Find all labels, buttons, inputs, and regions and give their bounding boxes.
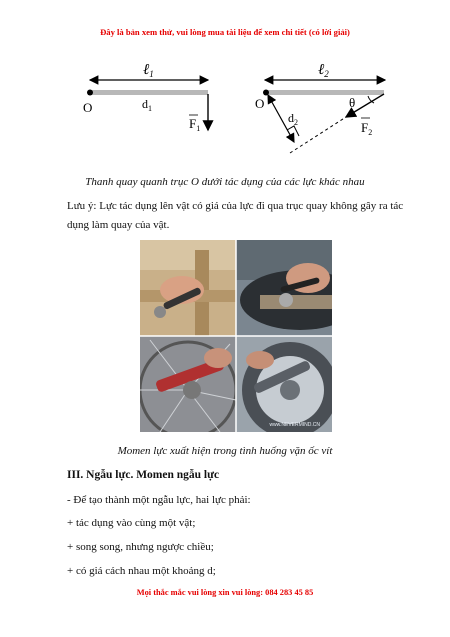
torque-diagram — [0, 50, 450, 170]
pivot-dot-left — [87, 90, 93, 96]
angle-label: θ — [349, 95, 356, 110]
note-paragraph: Lưu ý: Lực tác dụng lên vật có giá của lực đi qua trục quay không gây ra tác dụng làm quay của vật. — [67, 200, 404, 231]
wrench-photo-collage — [140, 240, 332, 432]
right-angle-mark — [287, 126, 299, 136]
condition-line-4: + có giá cách nhau một khoảng d; — [67, 565, 216, 577]
contact-banner: Mọi thắc mắc vui lòng xin vui lòng: 084 283 45 85 — [136, 588, 314, 597]
condition-line-1: - Để tạo thành một ngẫu lực, hai lực phải: — [67, 494, 251, 506]
section-heading: III. Ngẫu lực. Momen ngẫu lực — [67, 469, 220, 481]
bar-right — [266, 90, 384, 95]
condition-line-2: + tác dụng vào cùng một vật; — [67, 517, 196, 529]
bar-left — [90, 90, 208, 95]
preview-banner: Đây là bản xem thử, vui lòng mua tài liệu để xem chi tiết (có lời giải) — [100, 27, 350, 37]
force-label-left: $F_1$ — [189, 116, 201, 133]
arm-label-left: $d_1$ — [142, 97, 152, 113]
photo-watermark: www.NEVERMIND.CN — [269, 422, 320, 428]
length-label-right: ℓ$_2$ — [318, 62, 329, 79]
condition-line-3: + song song, nhưng ngược chiều; — [67, 541, 214, 553]
photo-caption: Momen lực xuất hiện trong tình huống vặn ốc vít — [117, 445, 333, 457]
length-label-left: ℓ$_1$ — [143, 62, 154, 79]
pivot-label-left: O — [83, 100, 93, 115]
left-diagram — [83, 62, 208, 133]
right-diagram — [255, 62, 385, 153]
force-label-right: $F_2$ — [361, 120, 373, 137]
diagram-caption: Thanh quay quanh trục O dưới tác dụng của các lực khác nhau — [85, 176, 365, 188]
pivot-label-right: O — [255, 96, 265, 111]
arm-label-right: $d_2$ — [288, 111, 298, 127]
pivot-dot-right — [263, 90, 269, 96]
